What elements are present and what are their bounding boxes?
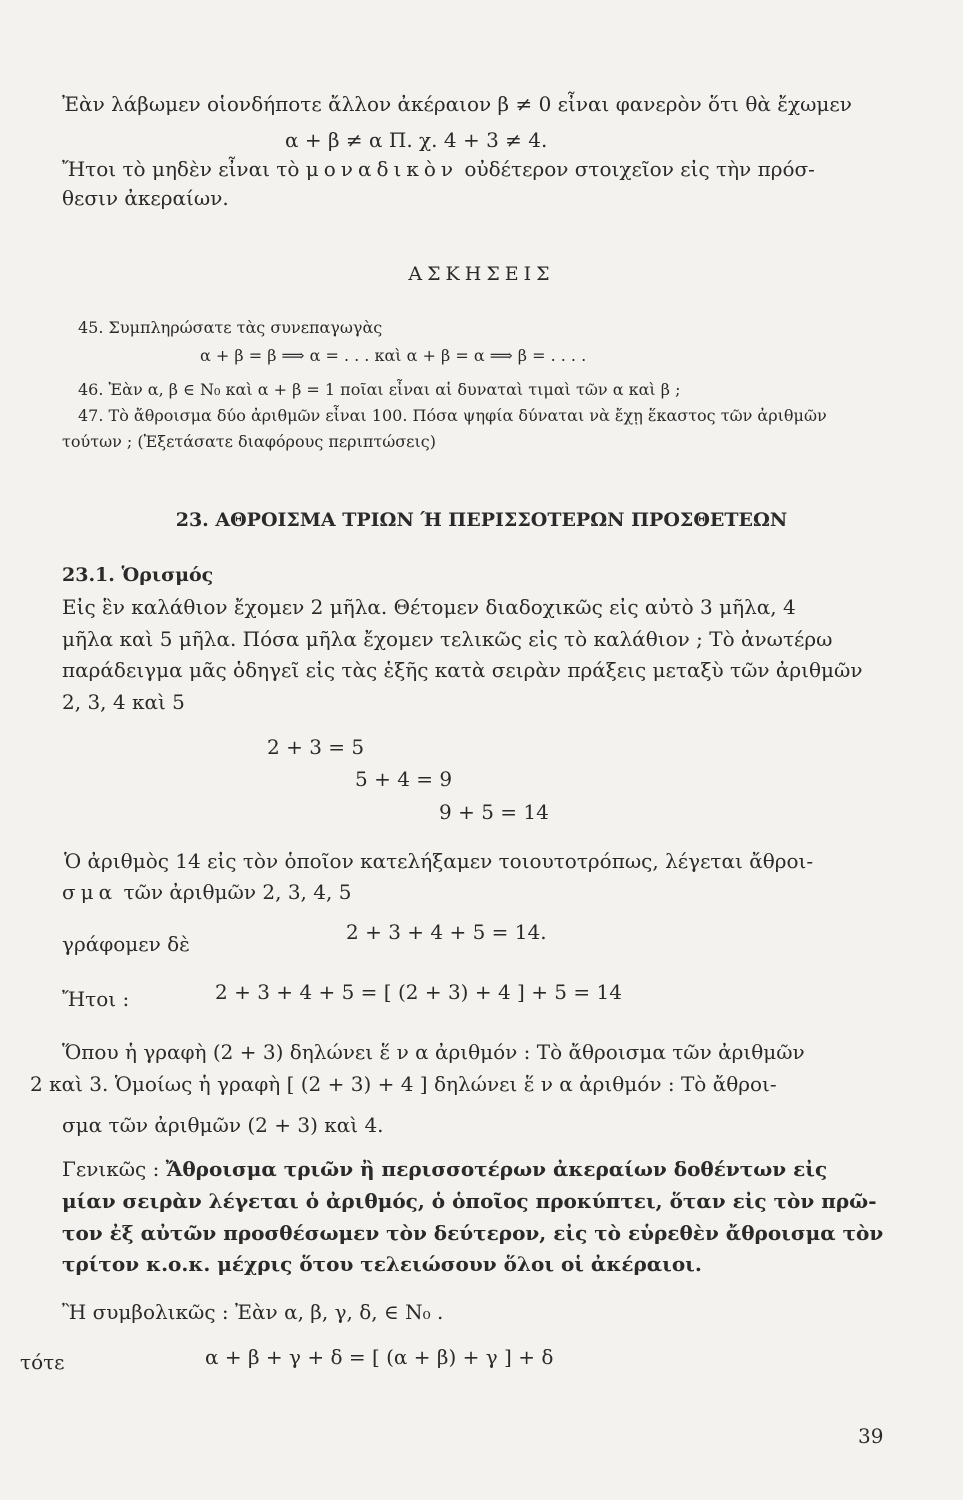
equation-1: 2 + 3 = 5 [267,735,365,759]
equation-2: 5 + 4 = 9 [355,767,453,791]
definition-line-4: τρίτον κ.ο.κ. μέχρις ὅτου τελειώσουν ὅλοι οἱ ἀκέραιοι. [62,1252,702,1276]
paragraph-1-line-4: 2, 3, 4 καὶ 5 [62,690,185,714]
paragraph-1-line-1: Εἰς ἓν καλάθιον ἔχομεν 2 μῆλα. Θέτομεν διαδοχικῶς εἰς αὐτὸ 3 μῆλα, 4 [62,595,796,619]
paragraph-1-line-2: μῆλα καὶ 5 μῆλα. Πόσα μῆλα ἔχομεν τελικῶς εἰς τὸ καλάθιον ; Τὸ ἀνωτέρω [62,627,833,651]
tote-equation: α + β + γ + δ = [ (α + β) + γ ] + δ [205,1345,554,1369]
emphasis-athroisma: σμα [62,880,118,904]
exercise-45-formula: α + β = β ⟹ α = . . . καὶ α + β = α ⟹ β = . . . . [200,346,587,365]
paragraph-3-line-3: σμα τῶν ἀριθμῶν (2 + 3) καὶ 4. [62,1113,384,1137]
write-equation: 2 + 3 + 4 + 5 = 14. [346,920,547,944]
intro-formula: α + β ≠ α Π. χ. 4 + 3 ≠ 4. [285,128,548,152]
definition-line-1 [62,1157,827,1181]
exercise-47-line-1: 47. Τὸ ἄθροισμα δύο ἀριθμῶν εἶναι 100. Πόσα ψηφία δύναται νὰ ἔχῃ ἕκαστος τῶν ἀριθμῶν [78,406,827,425]
section-title: 23. ΑΘΡΟΙΣΜΑ ΤΡΙΩΝ Ή ΠΕΡΙΣΣΟΤΕΡΩΝ ΠΡΟΣΘΕΤΕΩΝ [175,509,788,531]
intro-line-4: θεσιν ἀκεραίων. [62,186,229,210]
intro-line-1: Ἐὰν λάβωμεν οἱονδήποτε ἄλλον ἀκέραιον β ≠ 0 εἶναι φανερὸν ὅτι θὰ ἔχωμεν [62,92,852,116]
paragraph-3-line-2: 2 καὶ 3. Ὁμοίως ἡ γραφὴ [ (2 + 3) + 4 ] δηλώνει ἕ ν α ἀριθμόν : Τὸ ἄθροι- [30,1072,777,1096]
write-label: γράφομεν δὲ [62,932,190,956]
exercise-45: 45. Συμπληρώσατε τὰς συνεπαγωγὰς [78,318,383,337]
tote-label: τότε [20,1350,65,1374]
definition-line-3: τον ἐξ αὐτῶν προσθέσωμεν τὸν δεύτερον, εἰς τὸ εὑρεθὲν ἄθροισμα τὸν [62,1221,884,1245]
equation-3: 9 + 5 = 14 [439,800,549,824]
intro-line-3 [62,157,815,181]
page-number: 39 [858,1424,884,1448]
htoi-label: Ἤτοι : [62,987,130,1011]
intro-line-3-start: Ἤτοι τὸ μηδὲν εἶναι τὸ [62,157,300,181]
paragraph-2-line-1: Ὁ ἀριθμὸς 14 εἰς τὸν ὁποῖον κατελήξαμεν τοιουτοτρόπως, λέγεται ἄθροι- [64,849,814,873]
intro-line-3-end: οὐδέτερον στοιχεῖον εἰς τὴν πρόσ- [464,157,815,181]
definition-label: Γενικῶς : [62,1157,160,1181]
htoi-equation: 2 + 3 + 4 + 5 = [ (2 + 3) + 4 ] + 5 = 14 [215,980,622,1004]
definition-text-start: Ἄθροισμα τριῶν ἢ περισσοτέρων ἀκεραίων δοθέντων εἰς [165,1157,828,1181]
paragraph-3-line-1: Ὅπου ἡ γραφὴ (2 + 3) δηλώνει ἕ ν α ἀριθμόν : Τὸ ἄθροισμα τῶν ἀριθμῶν [62,1040,805,1064]
paragraph-2-line-2 [62,880,351,904]
exercise-46: 46. Ἐὰν α, β ∈ N₀ καὶ α + β = 1 ποῖαι εἶναι αἱ δυναταὶ τιμαὶ τῶν α καὶ β ; [78,380,681,399]
definition-line-2: μίαν σειρὰν λέγεται ὁ ἀριθμός, ὁ ὁποῖος προκύπτει, ὅταν εἰς τὸν πρῶ- [62,1189,877,1213]
symbolic-line: Ἢ συμβολικῶς : Ἐὰν α, β, γ, δ, ∈ N₀ . [62,1300,444,1324]
exercises-heading: ΑΣΚΗΣΕΙΣ [408,263,555,285]
section-subtitle: 23.1. Ὁρισμός [62,564,214,586]
exercise-47-line-2: τούτων ; (Ἐξετάσατε διαφόρους περιπτώσεις) [62,432,436,451]
intro-emphasis-monadikon: μοναδικὸν [305,157,459,181]
paragraph-2-line-2-rest: τῶν ἀριθμῶν 2, 3, 4, 5 [123,880,352,904]
paragraph-1-line-3: παράδειγμα μᾶς ὁδηγεῖ εἰς τὰς ἑξῆς κατὰ σειρὰν πράξεις μεταξὺ τῶν ἀριθμῶν [62,658,863,682]
